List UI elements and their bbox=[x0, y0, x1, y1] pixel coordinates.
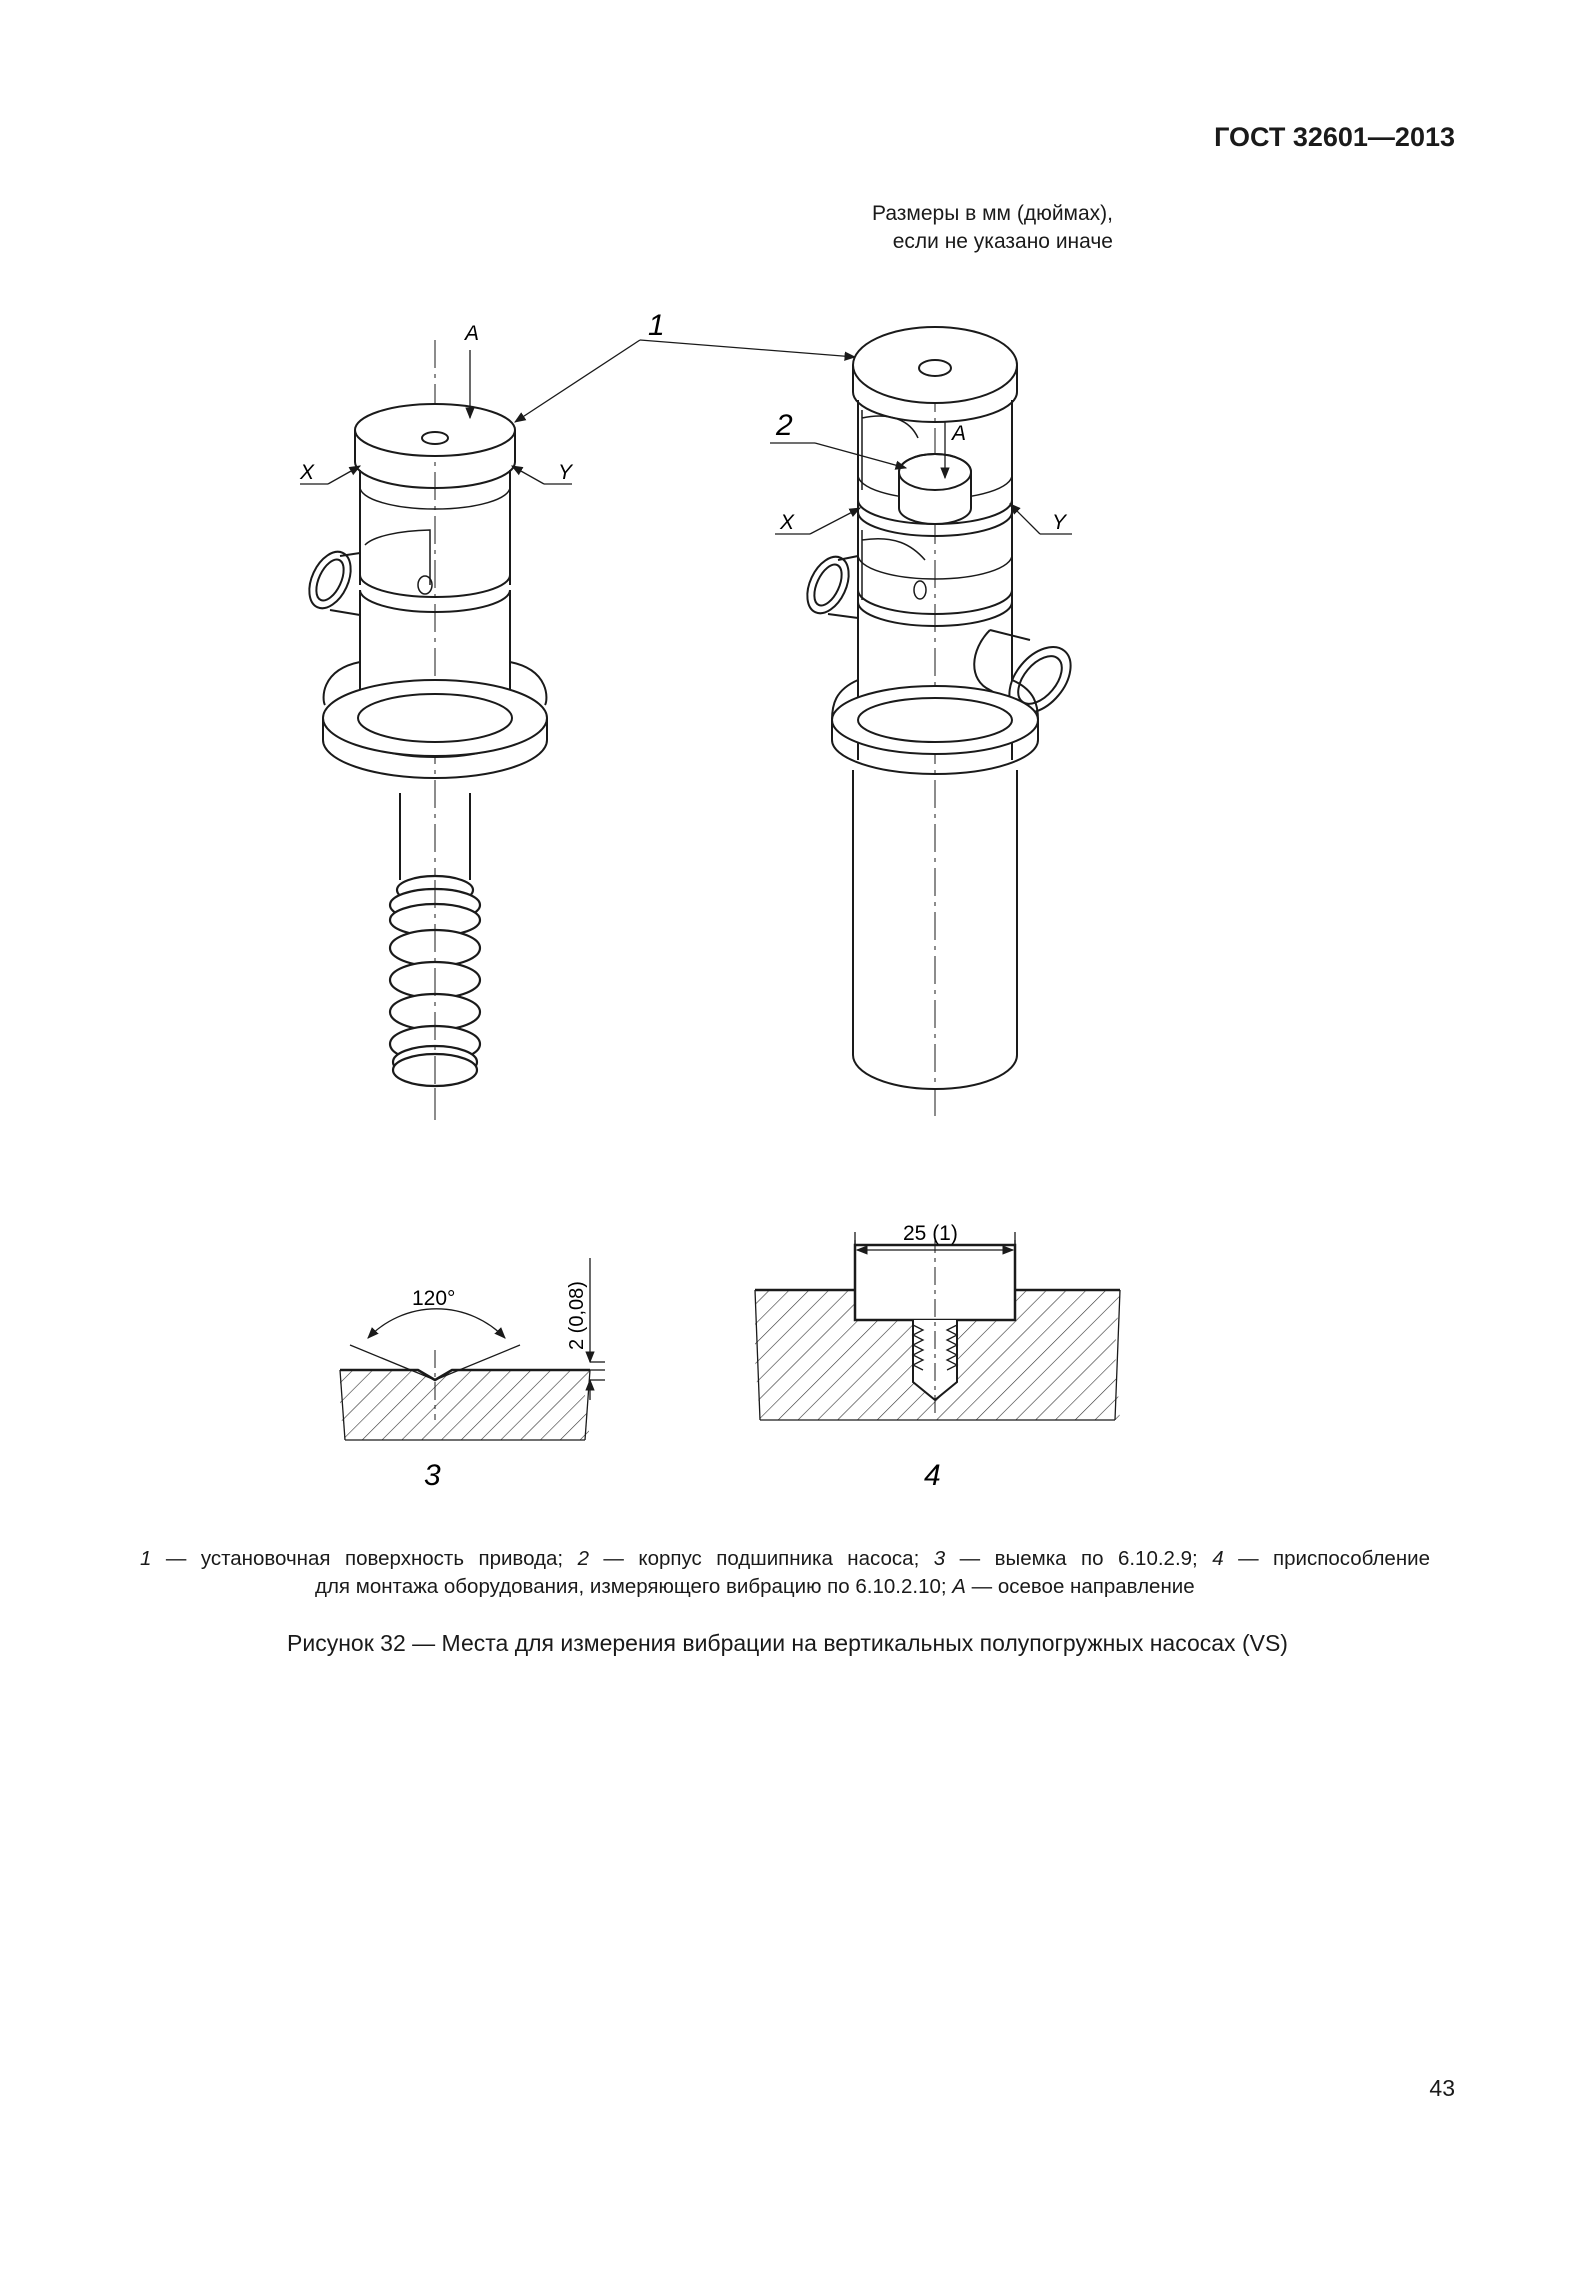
figure-legend bbox=[140, 1545, 1430, 1601]
left-axis-y-label: Y bbox=[558, 461, 573, 484]
right-axis-y-label: Y bbox=[1052, 511, 1067, 534]
callout-4: 4 bbox=[924, 1459, 941, 1492]
right-axis-x-label: X bbox=[780, 511, 795, 534]
page-number: 43 bbox=[1429, 2075, 1455, 2101]
left-axis-x-label: X bbox=[300, 461, 315, 484]
angle-label: 120° bbox=[412, 1287, 456, 1310]
callout-1-leaders bbox=[515, 340, 855, 422]
right-axis-a-label: A bbox=[952, 422, 967, 445]
detail-4-mounting-pad bbox=[755, 1232, 1120, 1420]
callout-2: 2 bbox=[776, 409, 793, 442]
callout-3: 3 bbox=[424, 1459, 441, 1492]
legend-line-2: для монтажа оборудования, измеряющего вибрацию по 6.10.2.10; А — осевое направление bbox=[315, 1575, 1195, 1598]
width-label: 25 (1) bbox=[903, 1222, 958, 1245]
left-axis-a-label: A bbox=[465, 322, 480, 345]
left-pump bbox=[300, 340, 572, 1120]
right-pump bbox=[770, 327, 1083, 1120]
dimensions-note-line1: Размеры в мм (дюймах), bbox=[872, 202, 1113, 225]
callout-1: 1 bbox=[648, 309, 665, 342]
dimensions-note-line2: если не указано иначе bbox=[892, 230, 1113, 253]
depth-label: 2 (0,08) bbox=[566, 1281, 588, 1350]
legend-line-1: 1 — установочная поверхность привода; 2 — корпус подшипника насоса; 3 — выемка по 6.10.2.9; 4 — приспособление bbox=[140, 1547, 1431, 1570]
figure-caption: Рисунок 32 — Места для измерения вибрации на вертикальных полупогружных насосах (VS) bbox=[287, 1630, 1288, 1656]
standard-number: ГОСТ 32601—2013 bbox=[1214, 122, 1455, 152]
